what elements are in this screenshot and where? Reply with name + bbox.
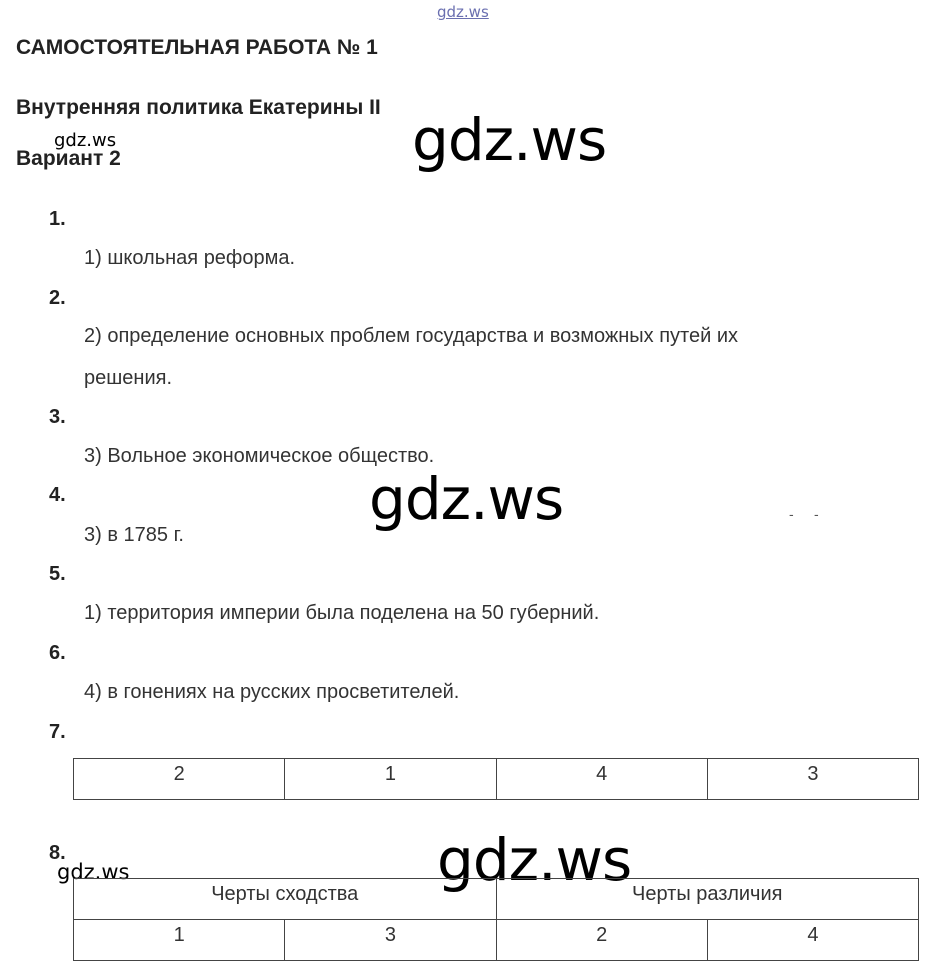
table-header-differences: Черты различия xyxy=(496,879,919,920)
answer-text: 1) территория империи была поделена на 50 губерний. xyxy=(84,602,600,624)
answer-text: 3) Вольное экономическое общество. xyxy=(84,445,435,467)
question-number: 8. xyxy=(49,842,66,864)
watermark-small: gdz.ws xyxy=(57,860,130,884)
question-number: 2. xyxy=(49,287,66,309)
watermark-top: gdz.ws xyxy=(437,3,489,21)
question-number: 5. xyxy=(49,563,66,585)
page-subtitle: Внутренняя политика Екатерины II xyxy=(16,96,381,119)
page-title: САМОСТОЯТЕЛЬНАЯ РАБОТА № 1 xyxy=(16,36,378,59)
watermark-large: gdz.ws xyxy=(437,826,632,894)
answer-text: решения. xyxy=(84,367,173,389)
table-cell: 3 xyxy=(707,759,918,800)
table-cell: 3 xyxy=(285,920,496,961)
table-cell: 2 xyxy=(74,759,285,800)
watermark-small: gdz.ws xyxy=(54,130,117,151)
stray-mark: - xyxy=(814,506,819,522)
table-cell: 4 xyxy=(496,759,707,800)
answer-text: 4) в гонениях на русских просветителей. xyxy=(84,681,460,703)
question-number: 7. xyxy=(49,721,66,743)
answer-text: 3) в 1785 г. xyxy=(84,524,184,546)
question-number: 6. xyxy=(49,642,66,664)
stray-mark: - xyxy=(789,506,794,522)
variant-label: Вариант 2 xyxy=(16,147,121,170)
watermark-large: gdz.ws xyxy=(369,465,564,533)
answer-text: 2) определение основных проблем государства и возможных путей их xyxy=(84,325,739,347)
table-header-similarities: Черты сходства xyxy=(74,879,497,920)
table-cell: 1 xyxy=(74,920,285,961)
table-cell: 2 xyxy=(496,920,707,961)
table-cell: 1 xyxy=(285,759,496,800)
table-cell: 4 xyxy=(707,920,918,961)
question-number: 4. xyxy=(49,484,66,506)
watermark-large: gdz.ws xyxy=(412,106,607,174)
question-number: 3. xyxy=(49,406,66,428)
answer-table-7 xyxy=(73,758,919,800)
answer-table-8 xyxy=(73,878,919,961)
question-number: 1. xyxy=(49,208,66,230)
answer-text: 1) школьная реформа. xyxy=(84,247,296,269)
